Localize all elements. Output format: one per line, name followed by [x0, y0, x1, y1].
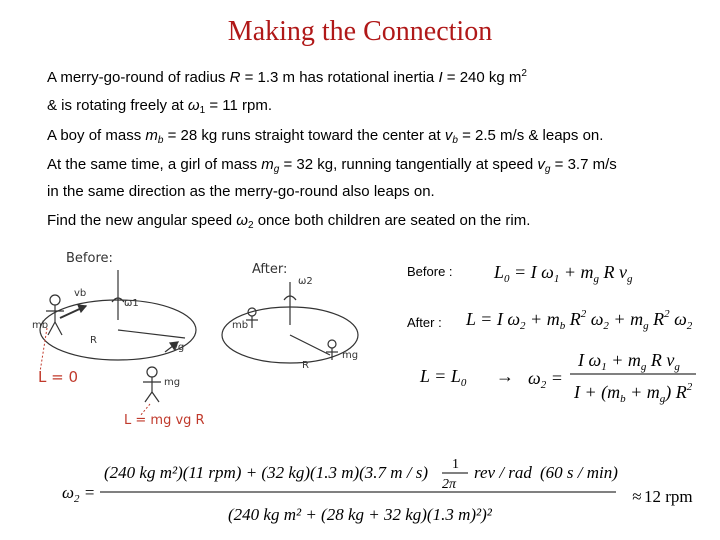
svg-text:R: R [90, 335, 97, 346]
before-L-zero: L = 0 [38, 368, 79, 386]
problem-line-2: & is rotating freely at $\omega_1 = 11$ rpm. [47, 97, 272, 116]
problem-line-5: in the same direction as the merry-go-round also leaps on. [47, 183, 435, 200]
omega2-equation [419, 350, 696, 405]
svg-text:mb: mb [232, 320, 249, 331]
before-caption: Before: [66, 251, 113, 266]
svg-text:(240 kg m² + (28 kg + 32 kg)(1: (240 kg m² + (28 kg + 32 kg)(1.3 m)²)² [228, 505, 492, 524]
svg-text:L = I ω2 + mb R2 ω2 + mg R2 ω2: L = I $\omega_2 + m_b$ $R^2$ $\omega_2 + m_g$ $R^2$ $\omega_2$ [466, 308, 693, 332]
after-sketch-labels [232, 276, 358, 371]
after-sketch [222, 262, 358, 363]
svg-text:ω1: ω1 [124, 298, 139, 309]
svg-text:mg: mg [164, 377, 181, 388]
problem-line-4: At the same time, a girl of mass $m_g = 32$ kg, running tangentially at speed $v_g = 3.7$ m/s [47, 156, 617, 175]
girl-angular-momentum: L = mg vg R [124, 413, 205, 428]
svg-text:(60 s / min): (60 s / min) [540, 463, 618, 482]
svg-text:mg: mg [342, 350, 359, 361]
before-label: Before : [407, 264, 453, 279]
svg-text:L0 = I ω1 + mg R vg: $L_0 = I$ $\omega_1 + m_g$ R $v_g$ [494, 262, 633, 285]
svg-text:(240 kg m²)(11 rpm) + (32 kg)(: (240 kg m²)(11 rpm) + (32 kg)(1.3 m)(3.7 m / s) [104, 463, 429, 482]
problem-line-3: A boy of mass $m_b = 28$ kg runs straight toward the center at $v_b = 2.5$ m/s & leaps on. [47, 127, 604, 146]
problem-line-6: Find the new angular speed $\omega_2$ once both children are seated on the rim. [47, 212, 531, 231]
svg-text:vb: vb [74, 288, 87, 299]
svg-text:≈: ≈ [632, 487, 642, 506]
before-equation [493, 262, 633, 285]
problem-line-1: A merry-go-round of radius R = 1.3 m has rotational inertia I = 240 kg $m^2$ [47, 68, 527, 86]
svg-text:mb: mb [32, 320, 49, 331]
svg-text:I ω1 + mg R vg: I $\omega_1 + m_g$ R $v_g$ [578, 350, 680, 373]
implies-arrow: → [496, 366, 514, 386]
svg-text:ω2: ω2 [298, 276, 313, 287]
result: 12 rpm [644, 487, 693, 506]
after-caption: After: [252, 262, 288, 277]
final-computation [62, 457, 693, 524]
after-label: After : [407, 315, 442, 330]
svg-text:ω2 =: $\omega_2$ = [528, 368, 563, 391]
svg-text:L = L0: $L = L_0$ [420, 366, 467, 389]
svg-text:R: R [302, 360, 309, 371]
svg-text:1: 1 [452, 457, 459, 472]
page-title: Making the Connection [227, 16, 493, 47]
svg-text:rev / rad: rev / rad [474, 463, 532, 482]
svg-text:2π: 2π [442, 477, 457, 492]
svg-text:vg: vg [172, 342, 185, 353]
svg-text:ω2 =: $\omega_2$ = [62, 483, 96, 505]
svg-text:I + (mb + mg) R2: $I + (m_b + m_g)$ $R^2$ [574, 381, 693, 405]
after-equation [465, 308, 693, 332]
